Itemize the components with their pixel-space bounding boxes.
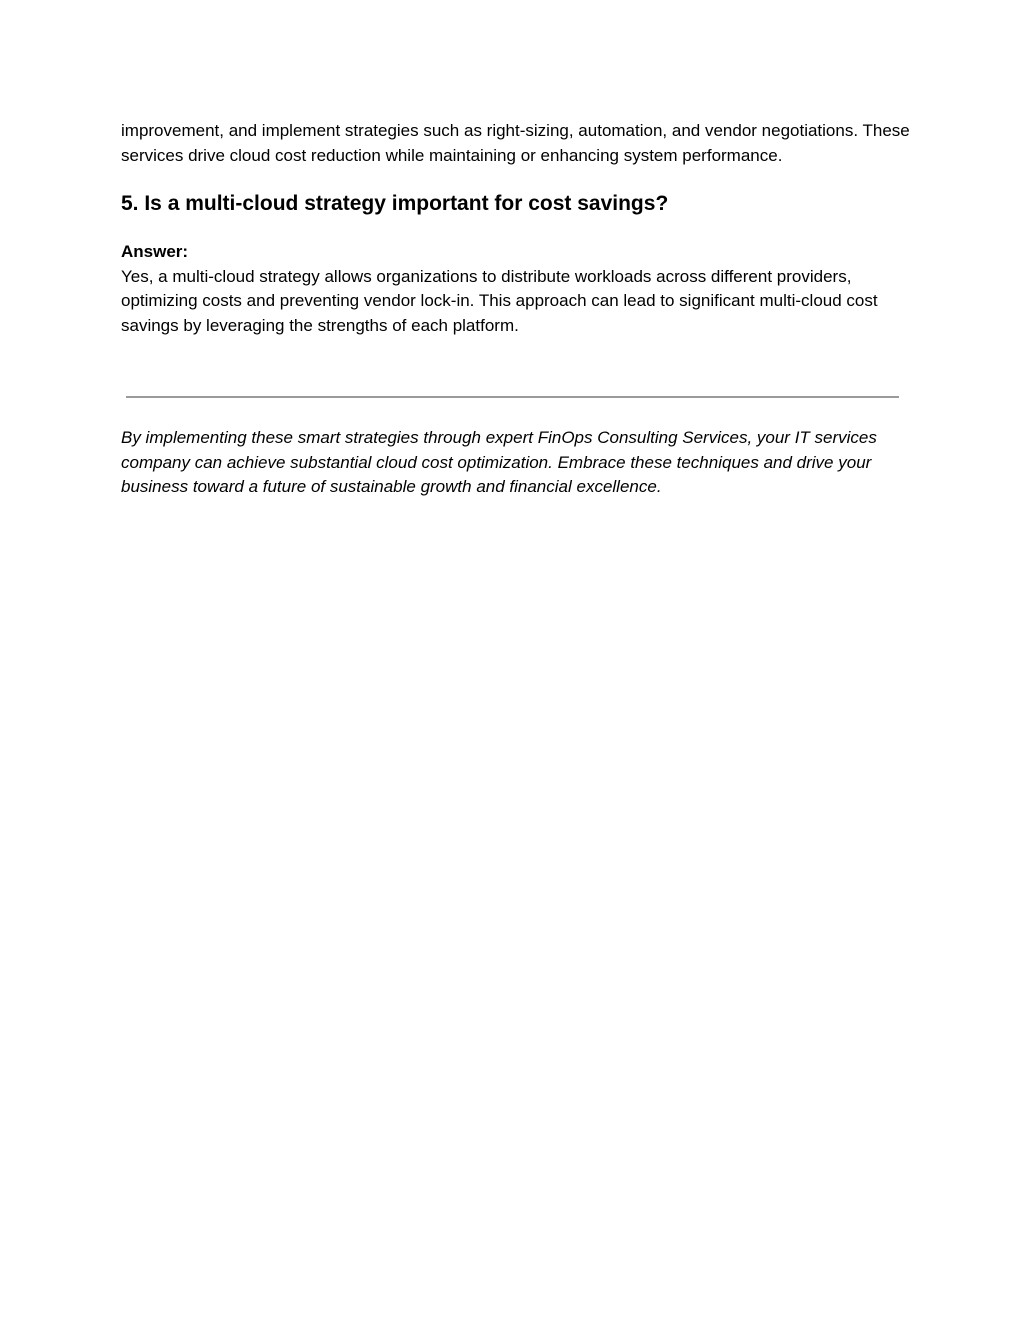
- faq-question-heading: 5. Is a multi-cloud strategy important for cost savings?: [121, 192, 669, 215]
- answer-paragraph: Yes, a multi-cloud strategy allows organizations to distribute workloads across different providers, optimizing costs and preventing vendor lock-in. This approach can lead to significant multi-cloud cost savings by leveraging the strengths of each platform.: [121, 266, 878, 335]
- document-content: [121, 119, 911, 338]
- closing-paragraph: By implementing these smart strategies through expert FinOps Consulting Services, your IT services company can achieve substantial cloud cost optimization. Embrace these techniques and drive your business toward a future of sustainable growth and financial excellence.: [121, 428, 877, 496]
- horizontal-divider: [126, 396, 899, 398]
- answer-label: Answer:: [121, 242, 189, 261]
- intro-paragraph: improvement, and implement strategies such as right-sizing, automation, and vendor negotiations. These services drive cloud cost reduction while maintaining or enhancing system performance.: [121, 121, 910, 165]
